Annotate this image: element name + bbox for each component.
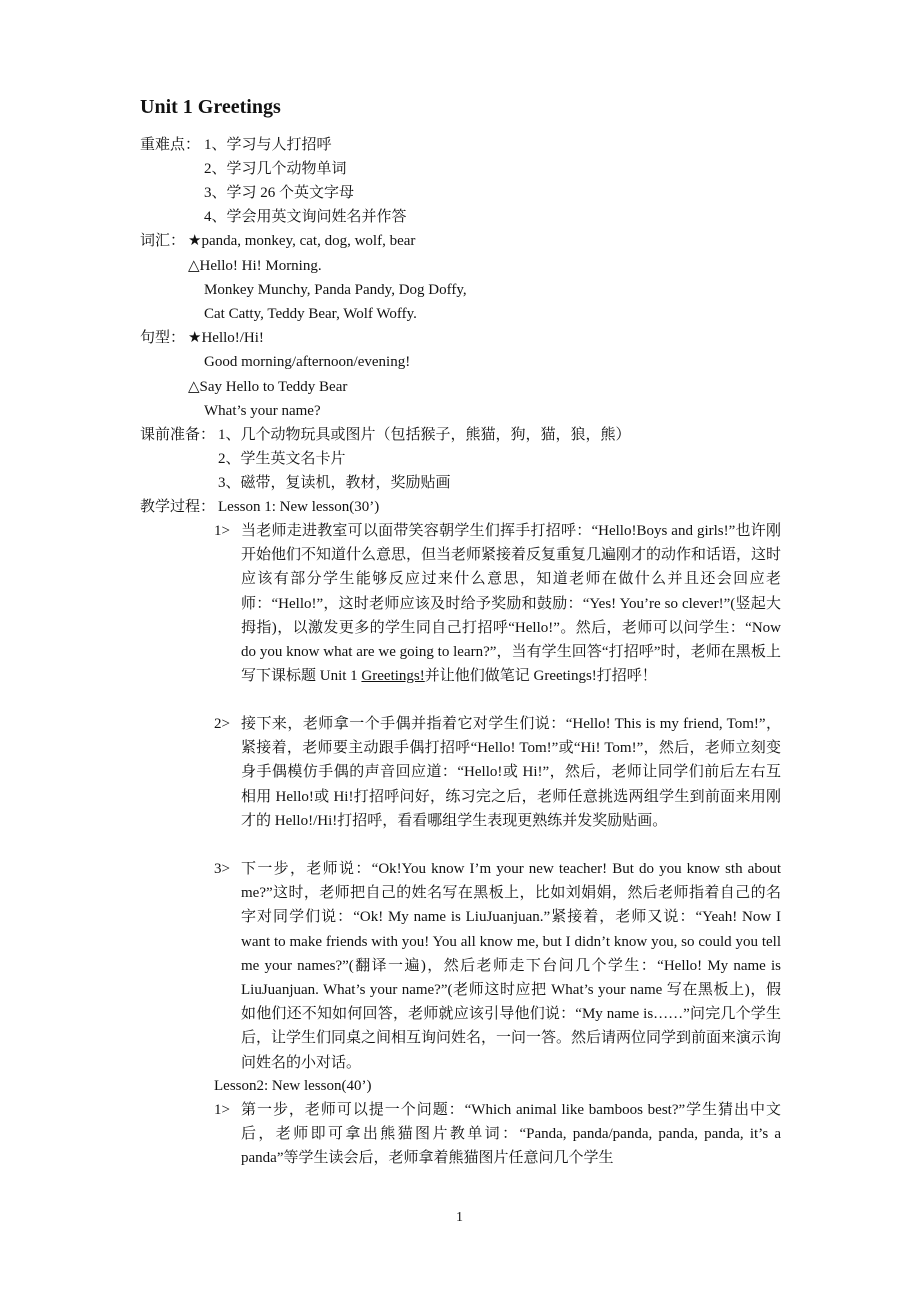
key-point-item: 4、学会用英文询问姓名并作答 [204, 209, 407, 225]
vocabulary-line: △Hello! Hi! Morning. [188, 258, 322, 274]
preparation-item: 1、几个动物玩具或图片（包括猴子，熊猫，狗，猫，狼，熊） [218, 427, 631, 443]
sentence-line: What’s your name? [204, 403, 321, 419]
process-label: 教学过程： [140, 499, 216, 515]
page-title: Unit 1 Greetings [140, 96, 281, 118]
preparation-item: 2、学生英文名卡片 [218, 451, 346, 467]
underlined-title: Greetings! [361, 668, 425, 685]
sentence-line: Good morning/afternoon/evening! [204, 354, 411, 370]
lesson1-step-2: 接下来，老师拿一个手偶并指着它对学生们说：“Hello! This is my friend, Tom!”，紧接着，老师要主动跟手偶打招呼“Hello! Tom!”或“Hi! Tom!”，然后，老师立刻变身手偶模仿手偶的声音回应道：“Hello!或 Hi!”，然后，老师让同学们前后左右互相用 Hello!或 Hi!打招呼问好，练习完之后，老师任意挑选两组学生到前面来用刚才的 Hello!/Hi!打招呼，看看哪组学生表现更熟练并发奖励贴画。 [241, 716, 781, 829]
step-marker: 2> [214, 716, 230, 732]
sentence-line: ★Hello!/Hi! [188, 330, 264, 346]
vocabulary-line: Cat Catty, Teddy Bear, Wolf Woffy. [204, 306, 417, 322]
preparation-label: 课前准备： [140, 427, 216, 443]
key-points-label: 重难点： [140, 137, 201, 153]
vocabulary-line: ★panda, monkey, cat, dog, wolf, bear [188, 233, 416, 249]
lesson2-heading: Lesson2: New lesson(40’) [214, 1078, 372, 1094]
step-marker: 1> [214, 1102, 230, 1118]
sentence-line: △Say Hello to Teddy Bear [188, 379, 348, 395]
key-point-item: 2、学习几个动物单词 [204, 161, 347, 177]
lesson1-heading: Lesson 1: New lesson(30’) [218, 499, 380, 515]
lesson1-step-3: 下一步，老师说：“Ok!You know I’m your new teacher! But do you know sth about me?”这时，老师把自己的姓名写在黑板上，比如刘娟娟，然后老师指着自己的名字对同学们说：“Ok! My name is LiuJuanjuan.”紧接着，老师又说：“Yeah! Now I want to make friends with you! You all know me, but I didn’t know you, so could you tell me your names?”(翻译一遍)，然后老师走下台问几个学生：“Hello! My name is LiuJuanjuan. What’s your name?”(老师这时应把 What’s your name 写在黑板上)，假如他们还不知如何回答，老师就应该引导他们说：“My name is……”问完几个学生后，让学生们同桌之间相互询问姓名，一问一答。然后请两位同学到前面来演示询问姓名的小对话。 [241, 861, 782, 1071]
preparation-item: 3、磁带，复读机，教材，奖励贴画 [218, 475, 451, 491]
page-number: 1 [456, 1210, 463, 1225]
lesson1-step-1 [241, 519, 781, 688]
key-point-item: 3、学习 26 个英文字母 [204, 185, 355, 201]
vocabulary-line: Monkey Munchy, Panda Pandy, Dog Doffy, [204, 282, 467, 298]
key-point-item: 1、学习与人打招呼 [204, 137, 332, 153]
vocabulary-label: 词汇： [140, 233, 186, 249]
step-marker: 1> [214, 523, 230, 539]
lesson2-step-1: 第一步，老师可以提一个问题：“Which animal like bamboos best?”学生猜出中文后，老师即可拿出熊猫图片教单词：“Panda, panda/panda, panda, panda, it’s a panda”等学生读会后，老师拿着熊猫图片任意问几个学生 [241, 1102, 781, 1167]
step-text: 并让他们做笔记 Greetings!打招呼！ [424, 668, 657, 685]
step-marker: 3> [214, 861, 230, 877]
sentences-label: 句型： [140, 330, 186, 346]
step-text: 当老师走进教室可以面带笑容朝学生们挥手打招呼：“Hello!Boys and girls!”也许刚开始他们不知道什么意思，但当老师紧接着反复重复几遍刚才的动作和话语，这时应该有部分学生能够反应过来什么意思，知道老师在做什么并且还会回应老师：“Hello!”，这时老师应该及时给予奖励和鼓励：“Yes! You’re so clever!”(竖起大拇指)，以激发更多的学生同自己打招呼“Hello!”。然后，老师可以问学生：“Now do you know what are we going to learn?”，当有学生回答“打招呼”时，老师在黑板上写下课标题 Unit 1 [241, 523, 782, 685]
